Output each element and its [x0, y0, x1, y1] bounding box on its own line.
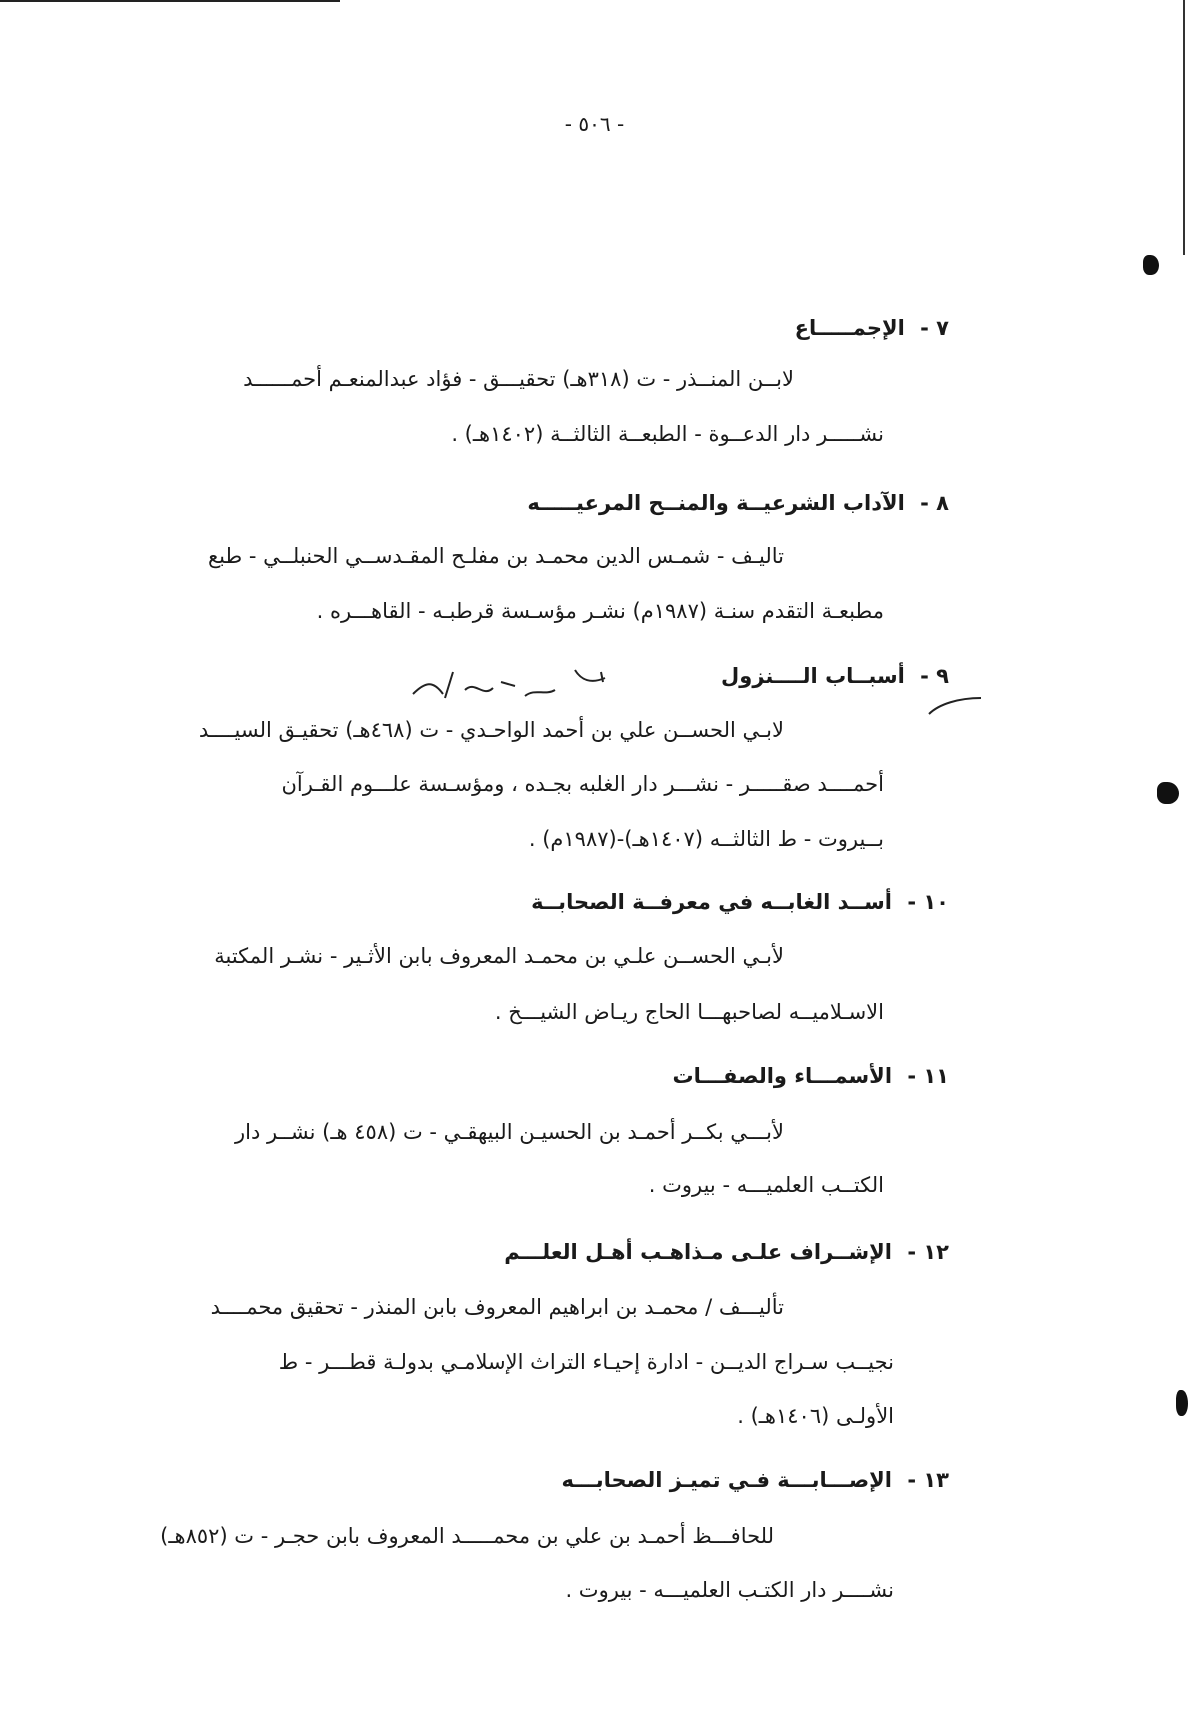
page-number: - ٥٠٦ -: [564, 112, 625, 136]
entry-12-line-2: نجيــب سـراج الديــن - ادارة إحيـاء التراث الإسلامـي بدولـة قطـــر - ط: [278, 1350, 894, 1374]
entry-8-heading: [527, 491, 949, 515]
entry-7-line-2: نشـــــر دار الدعــوة - الطبعــة الثالثــة (١٤٠٢هـ) .: [451, 422, 884, 446]
entry-9-heading: [721, 664, 949, 688]
entry-10-number: ١٠ -: [907, 890, 949, 914]
entry-7-line-1: لابــن المنــذر - ت (٣١٨هـ) تحقيـــق - فؤاد عبدالمنعـم أحمــــــد: [243, 367, 794, 391]
scan-edge-top: [0, 0, 340, 2]
entry-10-title: أســد الغابــه في معرفــة الصحابــة: [531, 890, 893, 914]
entry-11-heading: [673, 1064, 949, 1088]
entry-11-line-1: لأبـــي بكــر أحمـد بن الحسيـن البيهقـي - ت (٤٥٨ هـ) نشــر دار: [235, 1120, 784, 1144]
entry-12-line-1: تأليـــف / محمـد بن ابراهيم المعروف بابن المنذر - تحقيق محمــــد: [210, 1295, 784, 1319]
entry-9-line-1: لابـي الحســن علي بن أحمد الواحـدي - ت (٤٦٨هـ) تحقيـق السيــــد: [198, 718, 784, 742]
entry-9-line-2: أحمــــد صقـــــر - نشـــر دار الغلبه بجـده ، ومؤسـسة علـــوم القـرآن: [281, 772, 884, 796]
entry-7-heading: [795, 316, 949, 340]
entry-13-title: الإصـــابـــة فـي تميـز الصحابـــه: [561, 1468, 893, 1492]
entry-9-number: ٩ -: [920, 664, 949, 688]
entry-13-heading: [561, 1468, 949, 1492]
entry-8-line-1: تاليـف - شمـس الدين محمـد بن مفلـح المقـدســي الحنبلــي - طبع: [207, 544, 784, 568]
margin-stroke: [925, 690, 985, 720]
entry-10-heading: [531, 890, 949, 914]
entry-7-number: ٧ -: [920, 316, 949, 340]
entry-9-line-3: بــيروت - ط الثالثــه (١٤٠٧هـ)-(١٩٨٧م) .: [528, 827, 884, 851]
entry-8-line-2: مطبعـة التقدم سنـة (١٩٨٧م) نشـر مؤسـسة قرطبـه - القاهـــره .: [316, 599, 884, 623]
entry-13-line-1: للحافـــظ أحمـد بن علي بن محمـــــد المعروف بابن حجـر - ت (٨٥٢هـ): [160, 1524, 774, 1548]
entry-10-line-1: لأبـي الحســن علـي بن محمـد المعروف بابن الأثـير - نشـر المكتبة: [214, 944, 784, 968]
entry-11-line-2: الكتــب العلميـــه - بيروت .: [648, 1173, 884, 1197]
entry-12-number: ١٢ -: [907, 1240, 949, 1264]
entry-8-title: الآداب الشرعيــة والمنــح المرعيـــــه: [527, 491, 905, 515]
ink-blot: [1157, 782, 1179, 804]
ink-blot: [1143, 255, 1159, 275]
entry-8-number: ٨ -: [920, 491, 949, 515]
entry-10-line-2: الاسـلاميــه لصاحبهـــا الحاج ريـاض الشيـــخ .: [494, 1000, 884, 1024]
handwritten-annotation: [405, 652, 635, 712]
entry-13-line-2: نشــــر دار الكتـب العلميـــه - بيروت .: [565, 1578, 894, 1602]
entry-11-number: ١١ -: [907, 1064, 949, 1088]
entry-9-title: أسبــاب الــــنزول: [721, 664, 905, 688]
ink-blot: [1176, 1390, 1188, 1416]
entry-13-number: ١٣ -: [907, 1468, 949, 1492]
entry-12-heading: [504, 1240, 949, 1264]
entry-12-title: الإشــراف علـى مـذاهـب أهـل العلـــم: [504, 1240, 893, 1264]
entry-7-title: الإجمـــــاع: [794, 316, 905, 340]
entry-12-line-3: الأولـى (١٤٠٦هـ) .: [737, 1404, 894, 1428]
entry-11-title: الأسمـــاء والصفـــات: [672, 1064, 893, 1088]
